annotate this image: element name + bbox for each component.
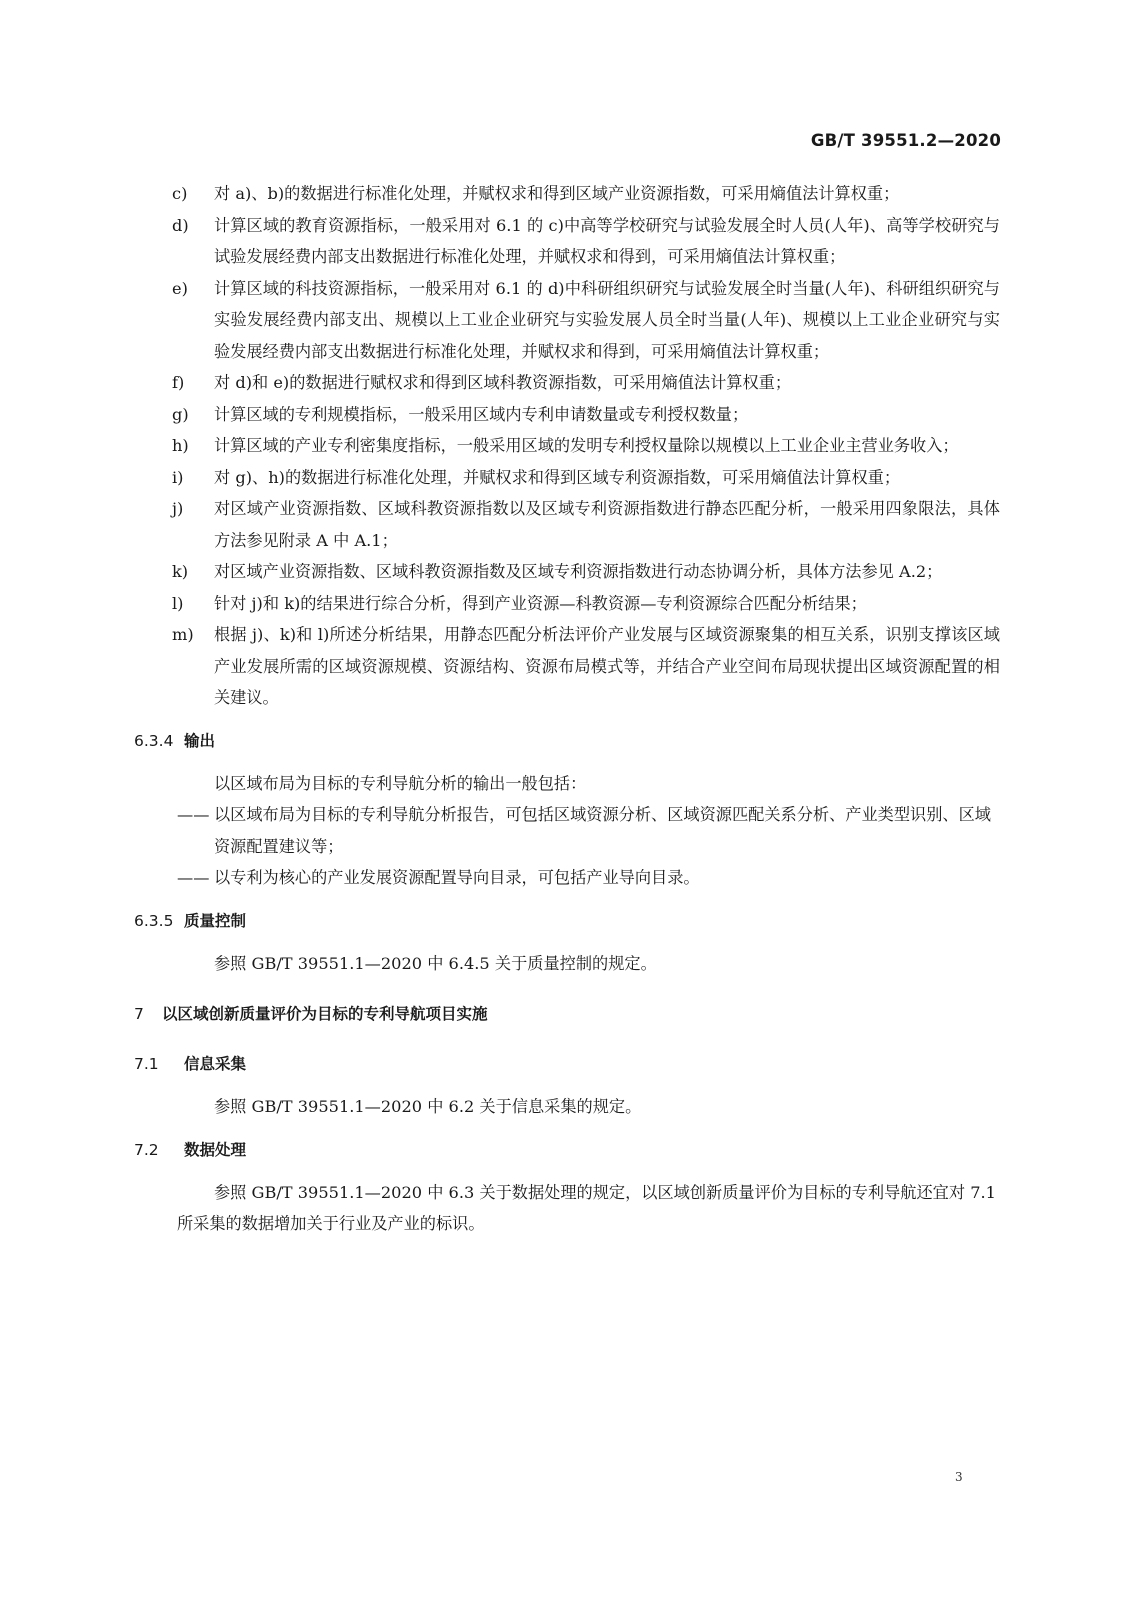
list-item-d [172,210,1000,273]
list-text: 针对 j)和 k)的结果进行综合分析，得到产业资源—科教资源—专利资源综合匹配分析结果； [214,593,867,613]
paragraph: 参照 GB/T 39551.1—2020 中 6.3 关于数据处理的规定，以区域创新质量评价为目标的专利导航还宜对 7.1 所采集的数据增加关于行业及产业的标识。 [177,1182,996,1233]
standard-code: GB/T 39551.2—2020 [810,131,1001,150]
list-item-m [172,619,1000,714]
dash-list-item [177,862,1000,894]
section-title: 质量控制 [184,911,247,930]
list-marker: j) [172,499,184,518]
list-item-i [172,462,1000,494]
list-marker: m) [172,625,194,644]
section-heading-7-1 [134,1049,1131,1079]
list-item-c [172,178,1000,210]
paragraph: 参照 GB/T 39551.1—2020 中 6.2 关于信息采集的规定。 [214,1097,642,1116]
section-title: 输出 [184,731,216,750]
list-item-e [172,273,1000,368]
dash-marker: —— [177,868,210,887]
list-text: 计算区域的专利规模指标，一般采用区域内专利申请数量或专利授权数量； [214,404,749,424]
section-number: 7.2 [134,1140,159,1159]
list-marker: l) [172,593,184,613]
section-number: 6.3.5 [134,911,174,930]
list-marker: d) [172,215,189,235]
document-body [0,178,1131,1240]
list-marker: i) [172,467,184,487]
page-number: 3 [955,1470,963,1484]
list-text: 对 g)、h)的数据进行标准化处理，并赋权求和得到区域专利资源指数，可采用熵值法计算权重； [214,467,901,487]
section-heading-6-3-4 [134,726,1131,756]
list-text: 对区域产业资源指数、区域科教资源指数以及区域专利资源指数进行静态匹配分析，一般采用四象限法，具体方法参见附录 A 中 A.1； [214,499,1000,550]
list-item-l [172,588,1000,620]
list-marker: k) [172,562,189,581]
list-marker: e) [172,278,188,298]
section-number: 6.3.4 [134,731,174,750]
paragraph: 参照 GB/T 39551.1—2020 中 6.4.5 关于质量控制的规定。 [214,953,657,973]
section-heading-6-3-5 [134,906,1131,936]
section-title: 数据处理 [184,1140,247,1159]
section-number: 7.1 [134,1055,159,1073]
list-marker: h) [172,436,189,455]
section-title: 以区域创新质量评价为目标的专利导航项目实施 [162,1005,488,1023]
list-text: 对 a)、b)的数据进行标准化处理，并赋权求和得到区域产业资源指数，可采用熵值法计算权重； [214,184,900,203]
list-item-j [172,493,1000,556]
list-text: 对区域产业资源指数、区域科教资源指数及区域专利资源指数进行动态协调分析，具体方法参见 A.2； [214,562,943,581]
list-text: 计算区域的教育资源指标，一般采用对 6.1 的 c)中高等学校研究与试验发展全时人员(人年)、高等学校研究与试验发展经费内部支出数据进行标准化处理，并赋权求和得到，可采用熵值法计算权重； [214,215,1000,266]
dash-list-item [177,799,1000,862]
list-item-k [172,556,1000,588]
list-item-h [172,430,1000,462]
dash-text: 以区域布局为目标的专利导航分析报告，可包括区域资源分析、区域资源匹配关系分析、产业类型识别、区域资源配置建议等； [214,805,991,856]
list-text: 计算区域的产业专利密集度指标，一般采用区域的发明专利授权量除以规模以上工业企业主营业务收入； [214,436,959,455]
list-text: 根据 j)、k)和 l)所述分析结果，用静态匹配分析法评价产业发展与区域资源聚集的相互关系，识别支撑该区域产业发展所需的区域资源规模、资源结构、资源布局模式等，并结合产业空间布局现状提出区域资源配置的相关建议。 [214,625,1000,707]
dash-marker: —— [177,805,210,824]
section-number: 7 [134,1005,144,1023]
list-item-g [172,399,1000,431]
section-heading-7 [134,999,1131,1029]
list-marker: g) [172,404,189,424]
section-heading-7-2 [134,1135,1131,1165]
paragraph: 以区域布局为目标的专利导航分析的输出一般包括： [214,773,587,793]
list-item-f [172,367,1000,399]
list-text: 计算区域的科技资源指标，一般采用对 6.1 的 d)中科研组织研究与试验发展全时当量(人年)、科研组织研究与实验发展经费内部支出、规模以上工业企业研究与实验发展人员全时当量(人年)、规模以上工业企业研究与实验发展经费内部支出数据进行标准化处理，并赋权求和得到，可采用熵值法计算权重； [214,278,1000,361]
dash-text: 以专利为核心的产业发展资源配置导向目录，可包括产业导向目录。 [214,868,700,887]
section-title: 信息采集 [184,1055,247,1073]
list-marker: c) [172,184,188,203]
list-marker: f) [172,373,185,392]
list-text: 对 d)和 e)的数据进行赋权求和得到区域科教资源指数，可采用熵值法计算权重； [214,373,792,392]
